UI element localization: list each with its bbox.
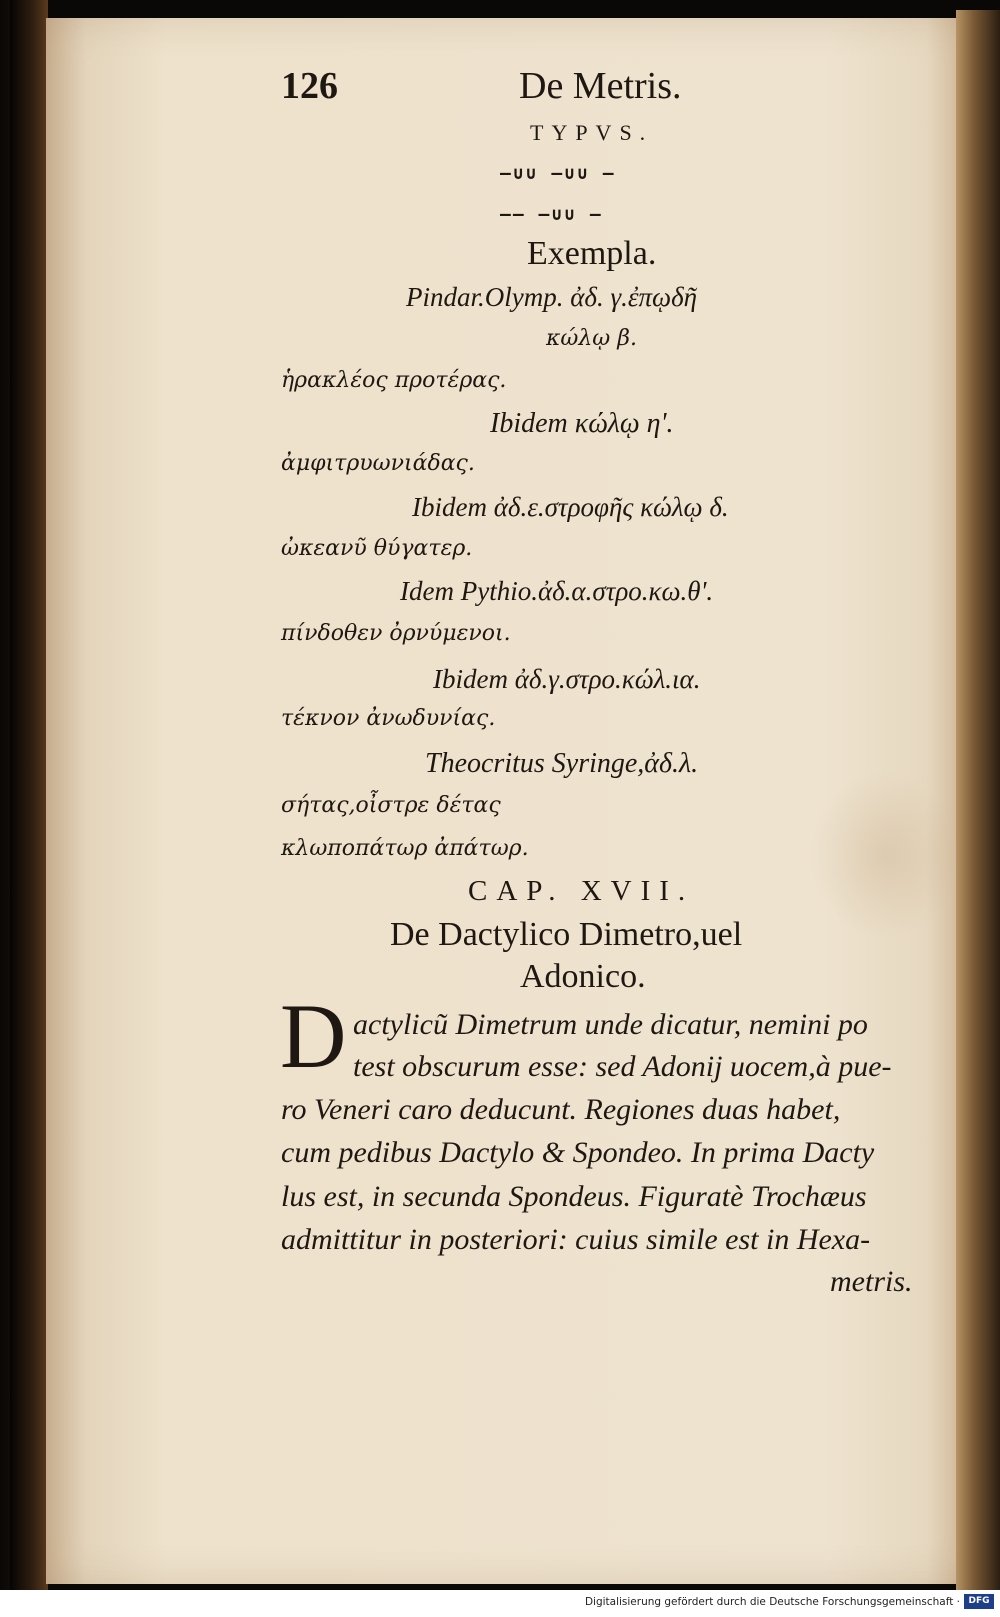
example-line: κώλῳ β. — [546, 326, 637, 351]
body-text-line: metris. — [830, 1265, 913, 1298]
example-line: τέκνον ἀνωδυνίας. — [281, 706, 496, 731]
example-line: Ibidem κώλῳ η'. — [490, 408, 674, 439]
page-fore-edge — [956, 10, 1000, 1595]
credit-bar — [0, 1590, 1000, 1617]
example-line: κλωποπάτωρ ἀπάτωρ. — [281, 836, 529, 861]
chapter-title-line-1: De Dactylico Dimetro,uel — [390, 916, 743, 953]
dfg-logo: DFG — [964, 1594, 994, 1609]
example-line: ὠκεανῦ θύγατερ. — [281, 536, 473, 561]
example-line: πίνδοθεν ὀρνύμενοι. — [281, 621, 511, 646]
example-line: σήτας,οἶστρε δέτας — [281, 793, 501, 818]
example-line: Theocritus Syringe,ἀδ.λ. — [425, 748, 699, 779]
example-line: Pindar.Olymp. ἀδ. γ.ἐπῳδῆ — [406, 282, 698, 312]
body-text-line: actylicũ Dimetrum unde dicatur, nemini po — [353, 1008, 868, 1041]
body-text-line: test obscurum esse: sed Adonij uocem,à pue- — [353, 1050, 892, 1083]
example-line: ἡρακλέος προτέρας. — [281, 368, 507, 393]
meter-line-1: –∪∪ –∪∪ – — [500, 163, 616, 184]
digitization-credit: Digitalisierung gefördert durch die Deutsche Forschungsgemeinschaft · — [584, 1596, 960, 1608]
example-line: Ibidem ἀδ.ε.στροφῆς κώλῳ δ. — [412, 492, 729, 522]
example-line: ἀμφιτρυωνιάδας. — [281, 451, 475, 476]
body-text-line: admittitur in posteriori: cuius simile est in Hexa- — [281, 1223, 871, 1256]
exempla-heading: Exempla. — [527, 235, 657, 272]
body-text-line: ro Veneri caro deducunt. Regiones duas habet, — [281, 1093, 841, 1126]
example-line: Idem Pythio.ἀδ.α.στρο.κω.θ'. — [400, 576, 714, 606]
drop-cap-initial: D — [280, 985, 347, 1087]
chapter-title-line-2: Adonico. — [520, 958, 646, 995]
typus-heading: TYPVS. — [530, 120, 654, 145]
body-text-line: cum pedibus Dactylo & Spondeo. In prima Dacty — [281, 1136, 875, 1169]
paper-stain — [810, 770, 960, 940]
meter-line-2: –– –∪∪ – — [500, 204, 603, 225]
running-title: De Metris. — [519, 65, 682, 107]
book-spine-edge — [10, 0, 48, 1590]
example-line: Ibidem ἀδ.γ.στρο.κώλ.ια. — [433, 664, 701, 694]
chapter-number: CAP. XVII. — [468, 875, 695, 907]
body-text-line: lus est, in secunda Spondeus. Figuratè Trochæus — [281, 1180, 867, 1213]
page-number: 126 — [281, 65, 338, 107]
